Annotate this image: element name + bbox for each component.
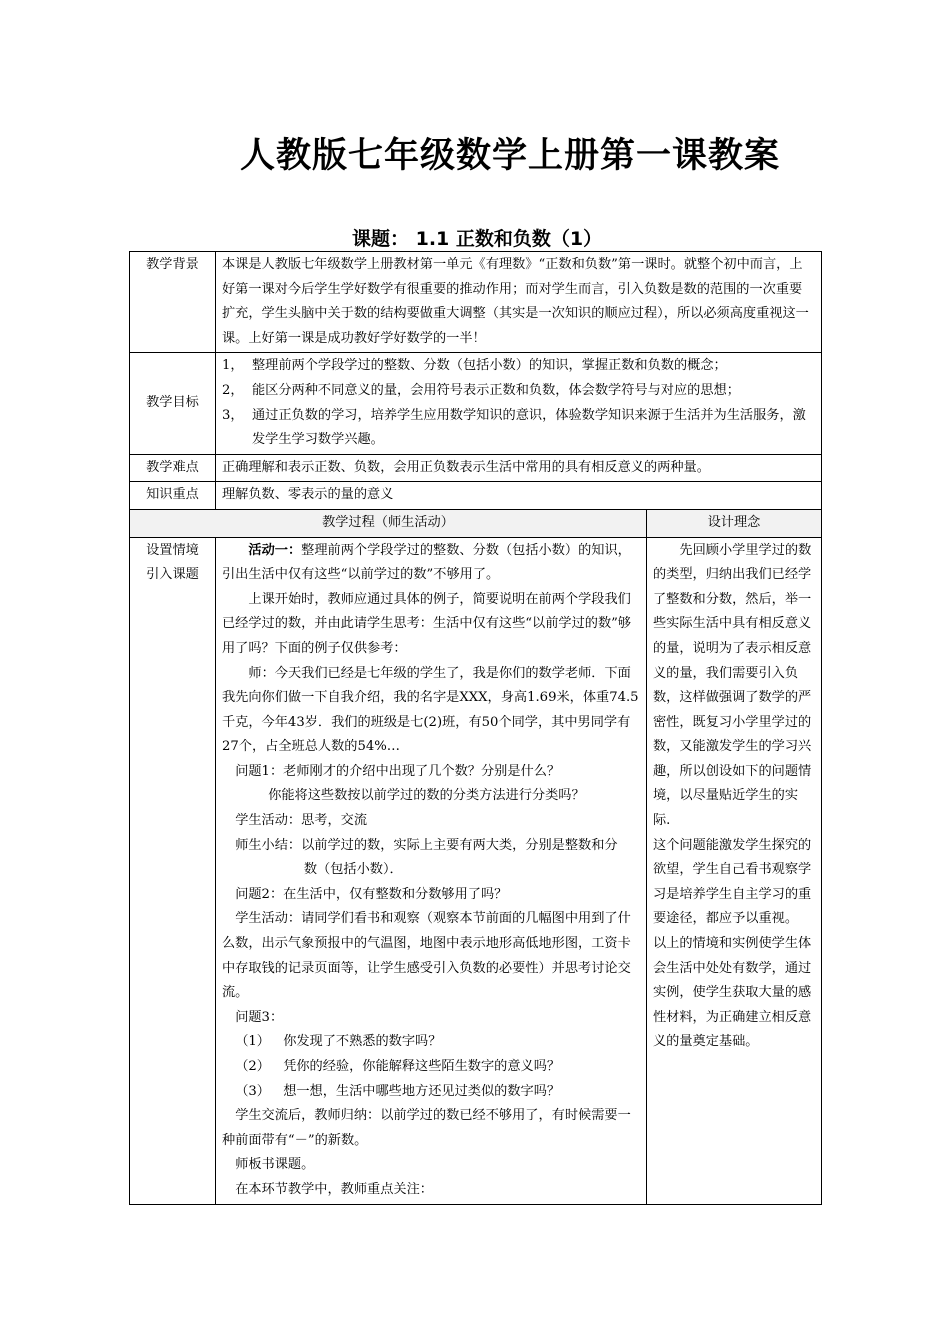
goal-item [222, 404, 815, 453]
difficulty-text: 正确理解和表示正数、负数，会用正负数表示生活中常用的具有相反意义的两种量。 [216, 454, 822, 482]
background-text: 本课是人教版七年级数学上册教材第一单元《有理数》“正数和负数”第一课时。就整个初中而言，上好第一课对今后学生学好数学有很重要的推动作用；而对学生而言，引入负数是数的范围的一次重要扩充，学生头脑中关于数的结构要做重大调整（其实是一次知识的顺应过程），所以必须高度重视这一课。上好第一课是成功教好学好数学的一半！ [216, 252, 822, 353]
activity-paragraph [222, 539, 640, 588]
goal-number: 1， [222, 358, 244, 374]
row-section-intro [130, 537, 822, 1204]
lesson-subtitle: 课题： 1.1 正数和负数（1） [352, 228, 603, 250]
process-paragraph: 师：今天我们已经是七年级的学生了，我是你们的数学老师．下面我先向你们做一下自我介绍，我的名字是XXX，身高1.69米，体重74.5千克，今年43岁．我们的班级是七(2)班，有50个同学，其中男同学有27个，占全班总人数的54%… [222, 665, 639, 755]
design-paragraph: 以上的情境和实例使学生体会生活中处处有数学，通过实例，使学生获取大量的感性材料，为正确建立相反意义的量奠定基础。 [653, 936, 812, 1050]
goal-text: 能区分两种不同意义的量，会用符号表示正数和负数，体会数学符号与对应的思想； [252, 382, 740, 398]
question-3-item [222, 1055, 640, 1080]
label-difficulty: 教学难点 [130, 454, 216, 482]
design-paragraph: 这个问题能激发学生探究的欲望，学生自己看书观察学习是培养学生自主学习的重要途径，都应予以重视。 [653, 837, 812, 927]
header-process: 教学过程（师生活动） [130, 509, 647, 537]
section-label-line: 引入课题 [146, 567, 199, 583]
activity-text: 整理前两个学段学过的整数、分数（包括小数）的知识，引出生活中仅有这些“以前学过的数”不够用了。 [222, 542, 631, 583]
goal-text: 通过正负数的学习，培养学生应用数学知识的意识，体验数学知识来源于生活并为生活服务，激发学生学习数学兴趣。 [252, 407, 806, 448]
goal-text: 整理前两个学段学过的整数、分数（包括小数）的知识，掌握正数和负数的概念； [252, 358, 727, 374]
lesson-plan-table [129, 251, 822, 1205]
row-keypoint [130, 482, 822, 510]
goal-number: 2， [222, 382, 244, 398]
keypoint-text: 理解负数、零表示的量的意义 [216, 482, 822, 510]
goal-item [222, 354, 815, 379]
question-1-follow: 你能将这些数按以前学过的数的分类方法进行分类吗？ [268, 788, 585, 804]
item-text: 想一想，生活中哪些地方还见过类似的数字吗？ [283, 1083, 561, 1099]
label-goals: 教学目标 [130, 353, 216, 454]
goal-number: 3， [222, 407, 244, 423]
teacher-summary: 学生交流后，教师归纳：以前学过的数已经不够用了，有时候需要一种前面带有“－”的新数。 [222, 1108, 631, 1148]
summary-cont: 数（包括小数）． [303, 862, 403, 878]
focus-note: 在本环节教学中，教师重点关注： [235, 1181, 433, 1197]
row-goals [130, 353, 822, 454]
row-background [130, 252, 822, 353]
item-number: （2） [235, 1059, 270, 1074]
goals-cell [216, 353, 822, 454]
header-design: 设计理念 [647, 509, 822, 537]
label-section [130, 537, 216, 1204]
item-text: 凭你的经验，你能解释这些陌生数字的意义吗？ [283, 1059, 561, 1074]
section-label-line: 设置情境 [146, 542, 199, 558]
question-3-item [222, 1030, 640, 1055]
student-activity: 学生活动：思考，交流 [235, 813, 368, 829]
question-3-item [222, 1080, 640, 1105]
process-cell [216, 537, 647, 1204]
item-number: （3） [235, 1083, 270, 1099]
question-1: 问题1：老师刚才的介绍中出现了几个数？分别是什么？ [235, 763, 561, 779]
student-activity: 学生活动：请同学们看书和观察（观察本节前面的几幅图中用到了什么数，出示气象预报中的气温图，地图中表示地形高低地形图，工资卡中存取钱的记录页面等，让学生感受引入负数的必要性）并思考讨论交流。 [222, 911, 631, 1001]
row-difficulty [130, 454, 822, 482]
row-process-header [130, 509, 822, 537]
design-paragraph: 先回顾小学里学过的数的类型，归纳出我们已经学了整数和分数，然后，举一些实际生活中具有相反意义的量，说明为了表示相反意义的量，我们需要引入负数，这样做强调了数学的严密性，既复习小学里学过的数，又能激发学生的学习兴趣，所以创设如下的问题情境，以尽量贴近学生的实际. [653, 542, 812, 829]
activity-label: 活动一： [248, 542, 302, 558]
summary: 师生小结：以前学过的数，实际上主要有两大类，分别是整数和分 [235, 837, 618, 853]
question-2: 问题2：在生活中，仅有整数和分数够用了吗？ [235, 886, 508, 902]
label-background: 教学背景 [130, 252, 216, 353]
design-cell [647, 537, 822, 1204]
process-paragraph: 上课开始时，教师应通过具体的例子，简要说明在前两个学段我们已经学过的数，并由此请学生思考：生活中仅有这些“以前学过的数”够用了吗？下面的例子仅供参考： [222, 591, 632, 656]
question-3: 问题3： [235, 1009, 284, 1025]
document-title: 人教版七年级数学上册第一课教案 [239, 136, 780, 176]
goal-item [222, 379, 815, 404]
item-number: （1） [235, 1034, 270, 1050]
item-text: 你发现了不熟悉的数字吗？ [283, 1034, 442, 1050]
board-note: 师板书课题。 [235, 1157, 315, 1173]
label-keypoint: 知识重点 [130, 482, 216, 510]
